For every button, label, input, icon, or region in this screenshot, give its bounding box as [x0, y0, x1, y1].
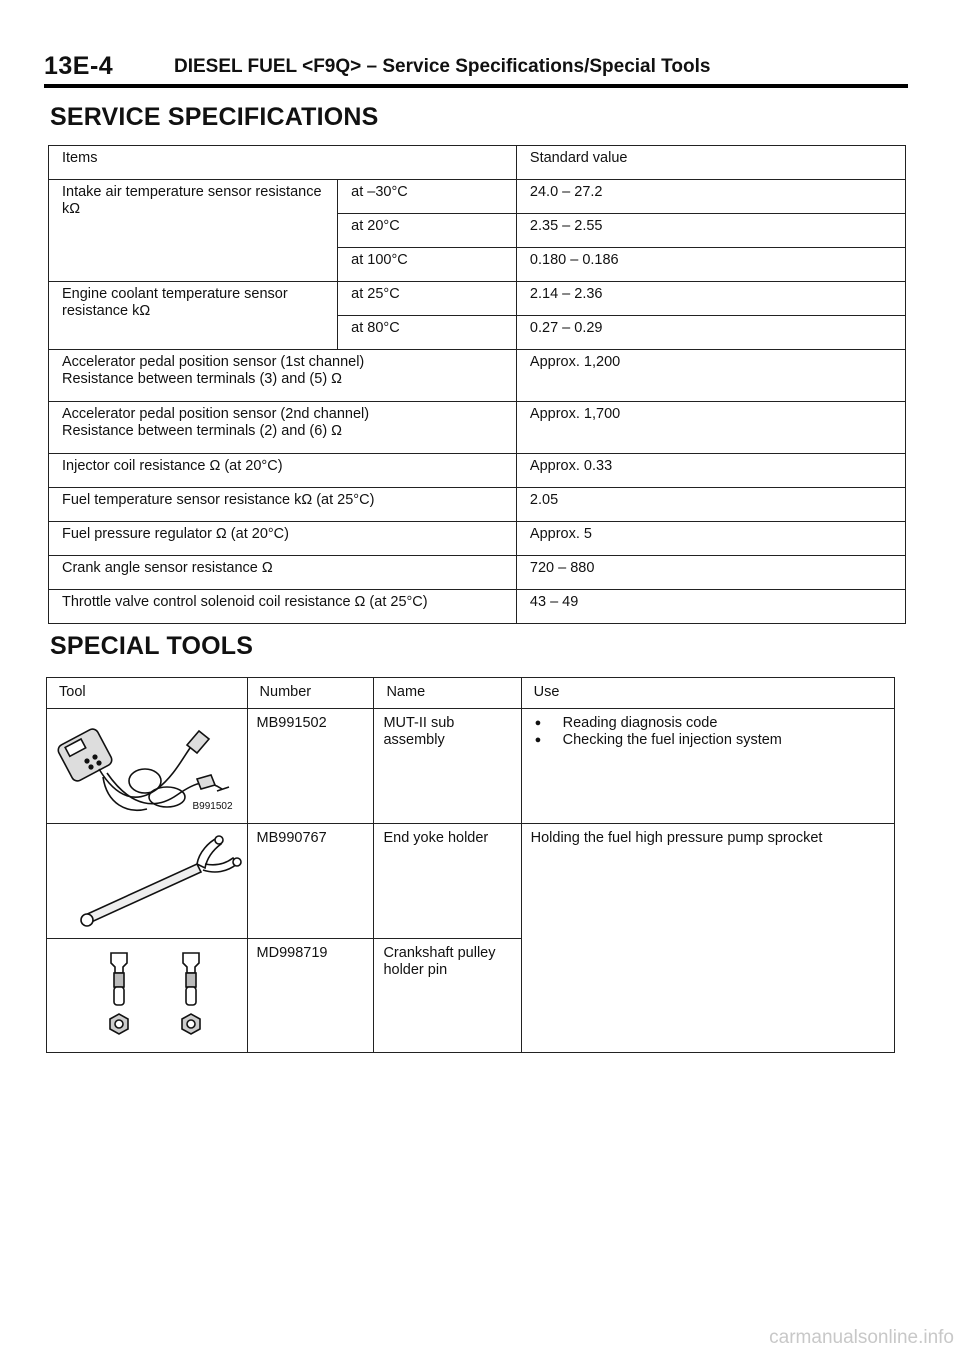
spec-item: [49, 402, 517, 454]
spec-condition: at 80°C: [338, 316, 517, 350]
table-row: [49, 282, 906, 316]
spec-value: Approx. 1,700: [516, 402, 905, 454]
spec-item-line: Resistance between terminals (3) and (5) Ω: [62, 371, 343, 387]
table-row: [49, 350, 906, 402]
tool-use-item: ● Checking the fuel injection system: [531, 732, 886, 749]
special-tools-title: SPECIAL TOOLS: [50, 632, 254, 660]
spec-value: 0.180 – 0.186: [516, 248, 905, 282]
tool-name: MUT-II sub assembly: [374, 709, 521, 824]
spec-item: Fuel pressure regulator Ω (at 20°C): [49, 522, 517, 556]
table-row: [49, 402, 906, 454]
spec-value: 2.05: [516, 488, 905, 522]
spec-item-line: Accelerator pedal position sensor (2nd channel): [62, 406, 370, 422]
tool-number: MB991502: [247, 709, 374, 824]
tool-image-cell: [47, 824, 248, 939]
tool-image-cell: [47, 709, 248, 824]
table-row: [49, 556, 906, 590]
page-header-title: DIESEL FUEL <F9Q> – Service Specifications/Special Tools: [174, 56, 711, 77]
tool-name: End yoke holder: [374, 824, 521, 939]
tool-use-item: ● Reading diagnosis code: [531, 715, 886, 732]
column-header-name: Name: [374, 678, 521, 709]
spec-item: Engine coolant temperature sensor resistance kΩ: [49, 282, 338, 350]
holder-pin-illustration: [47, 939, 247, 1052]
spec-item: Crank angle sensor resistance Ω: [49, 556, 517, 590]
spec-condition: at 25°C: [338, 282, 517, 316]
spec-item: Fuel temperature sensor resistance kΩ (at 25°C): [49, 488, 517, 522]
end-yoke-holder-illustration: [47, 824, 247, 938]
table-header-row: [49, 146, 906, 180]
service-specifications-title: SERVICE SPECIFICATIONS: [50, 103, 379, 131]
page-code: 13E-4: [44, 52, 114, 80]
special-tools-table: [46, 677, 895, 1053]
spec-item-line: Accelerator pedal position sensor (1st channel): [62, 354, 365, 370]
column-header-use: Use: [521, 678, 894, 709]
table-row: [49, 454, 906, 488]
spec-condition: at 20°C: [338, 214, 517, 248]
page-header: [44, 50, 908, 88]
spec-condition: at 100°C: [338, 248, 517, 282]
spec-condition: at –30°C: [338, 180, 517, 214]
tool-name: Crankshaft pulley holder pin: [374, 939, 521, 1053]
table-row: [49, 522, 906, 556]
spec-value: 2.35 – 2.55: [516, 214, 905, 248]
spec-item: Throttle valve control solenoid coil resistance Ω (at 25°C): [49, 590, 517, 624]
spec-value: Approx. 1,200: [516, 350, 905, 402]
column-header-items: Items: [49, 146, 517, 180]
spec-value: 24.0 – 27.2: [516, 180, 905, 214]
spec-value: 720 – 880: [516, 556, 905, 590]
spec-value: 0.27 – 0.29: [516, 316, 905, 350]
spec-item-line: Resistance between terminals (2) and (6) Ω: [62, 423, 343, 439]
tool-number: MD998719: [247, 939, 374, 1053]
spec-value: 2.14 – 2.36: [516, 282, 905, 316]
tool-number: MB990767: [247, 824, 374, 939]
spec-item: [49, 350, 517, 402]
mut-ii-illustration: [47, 709, 247, 821]
watermark: carmanualsonline.info: [769, 1327, 954, 1348]
tool-image-code: B991502: [192, 801, 233, 812]
table-row: [47, 709, 895, 824]
table-header-row: [47, 678, 895, 709]
spec-value: 43 – 49: [516, 590, 905, 624]
spec-value: Approx. 0.33: [516, 454, 905, 488]
table-row: [49, 590, 906, 624]
tool-use: Holding the fuel high pressure pump sprocket: [521, 824, 894, 1053]
column-header-number: Number: [247, 678, 374, 709]
tool-use: [521, 709, 894, 824]
column-header-standard-value: Standard value: [516, 146, 905, 180]
spec-item: Injector coil resistance Ω (at 20°C): [49, 454, 517, 488]
tool-image-cell: [47, 939, 248, 1053]
table-row: [47, 824, 895, 939]
column-header-tool: Tool: [47, 678, 248, 709]
table-row: [49, 180, 906, 214]
spec-item: Intake air temperature sensor resistance kΩ: [49, 180, 338, 282]
table-row: [49, 488, 906, 522]
spec-value: Approx. 5: [516, 522, 905, 556]
service-specifications-table: [48, 145, 906, 624]
